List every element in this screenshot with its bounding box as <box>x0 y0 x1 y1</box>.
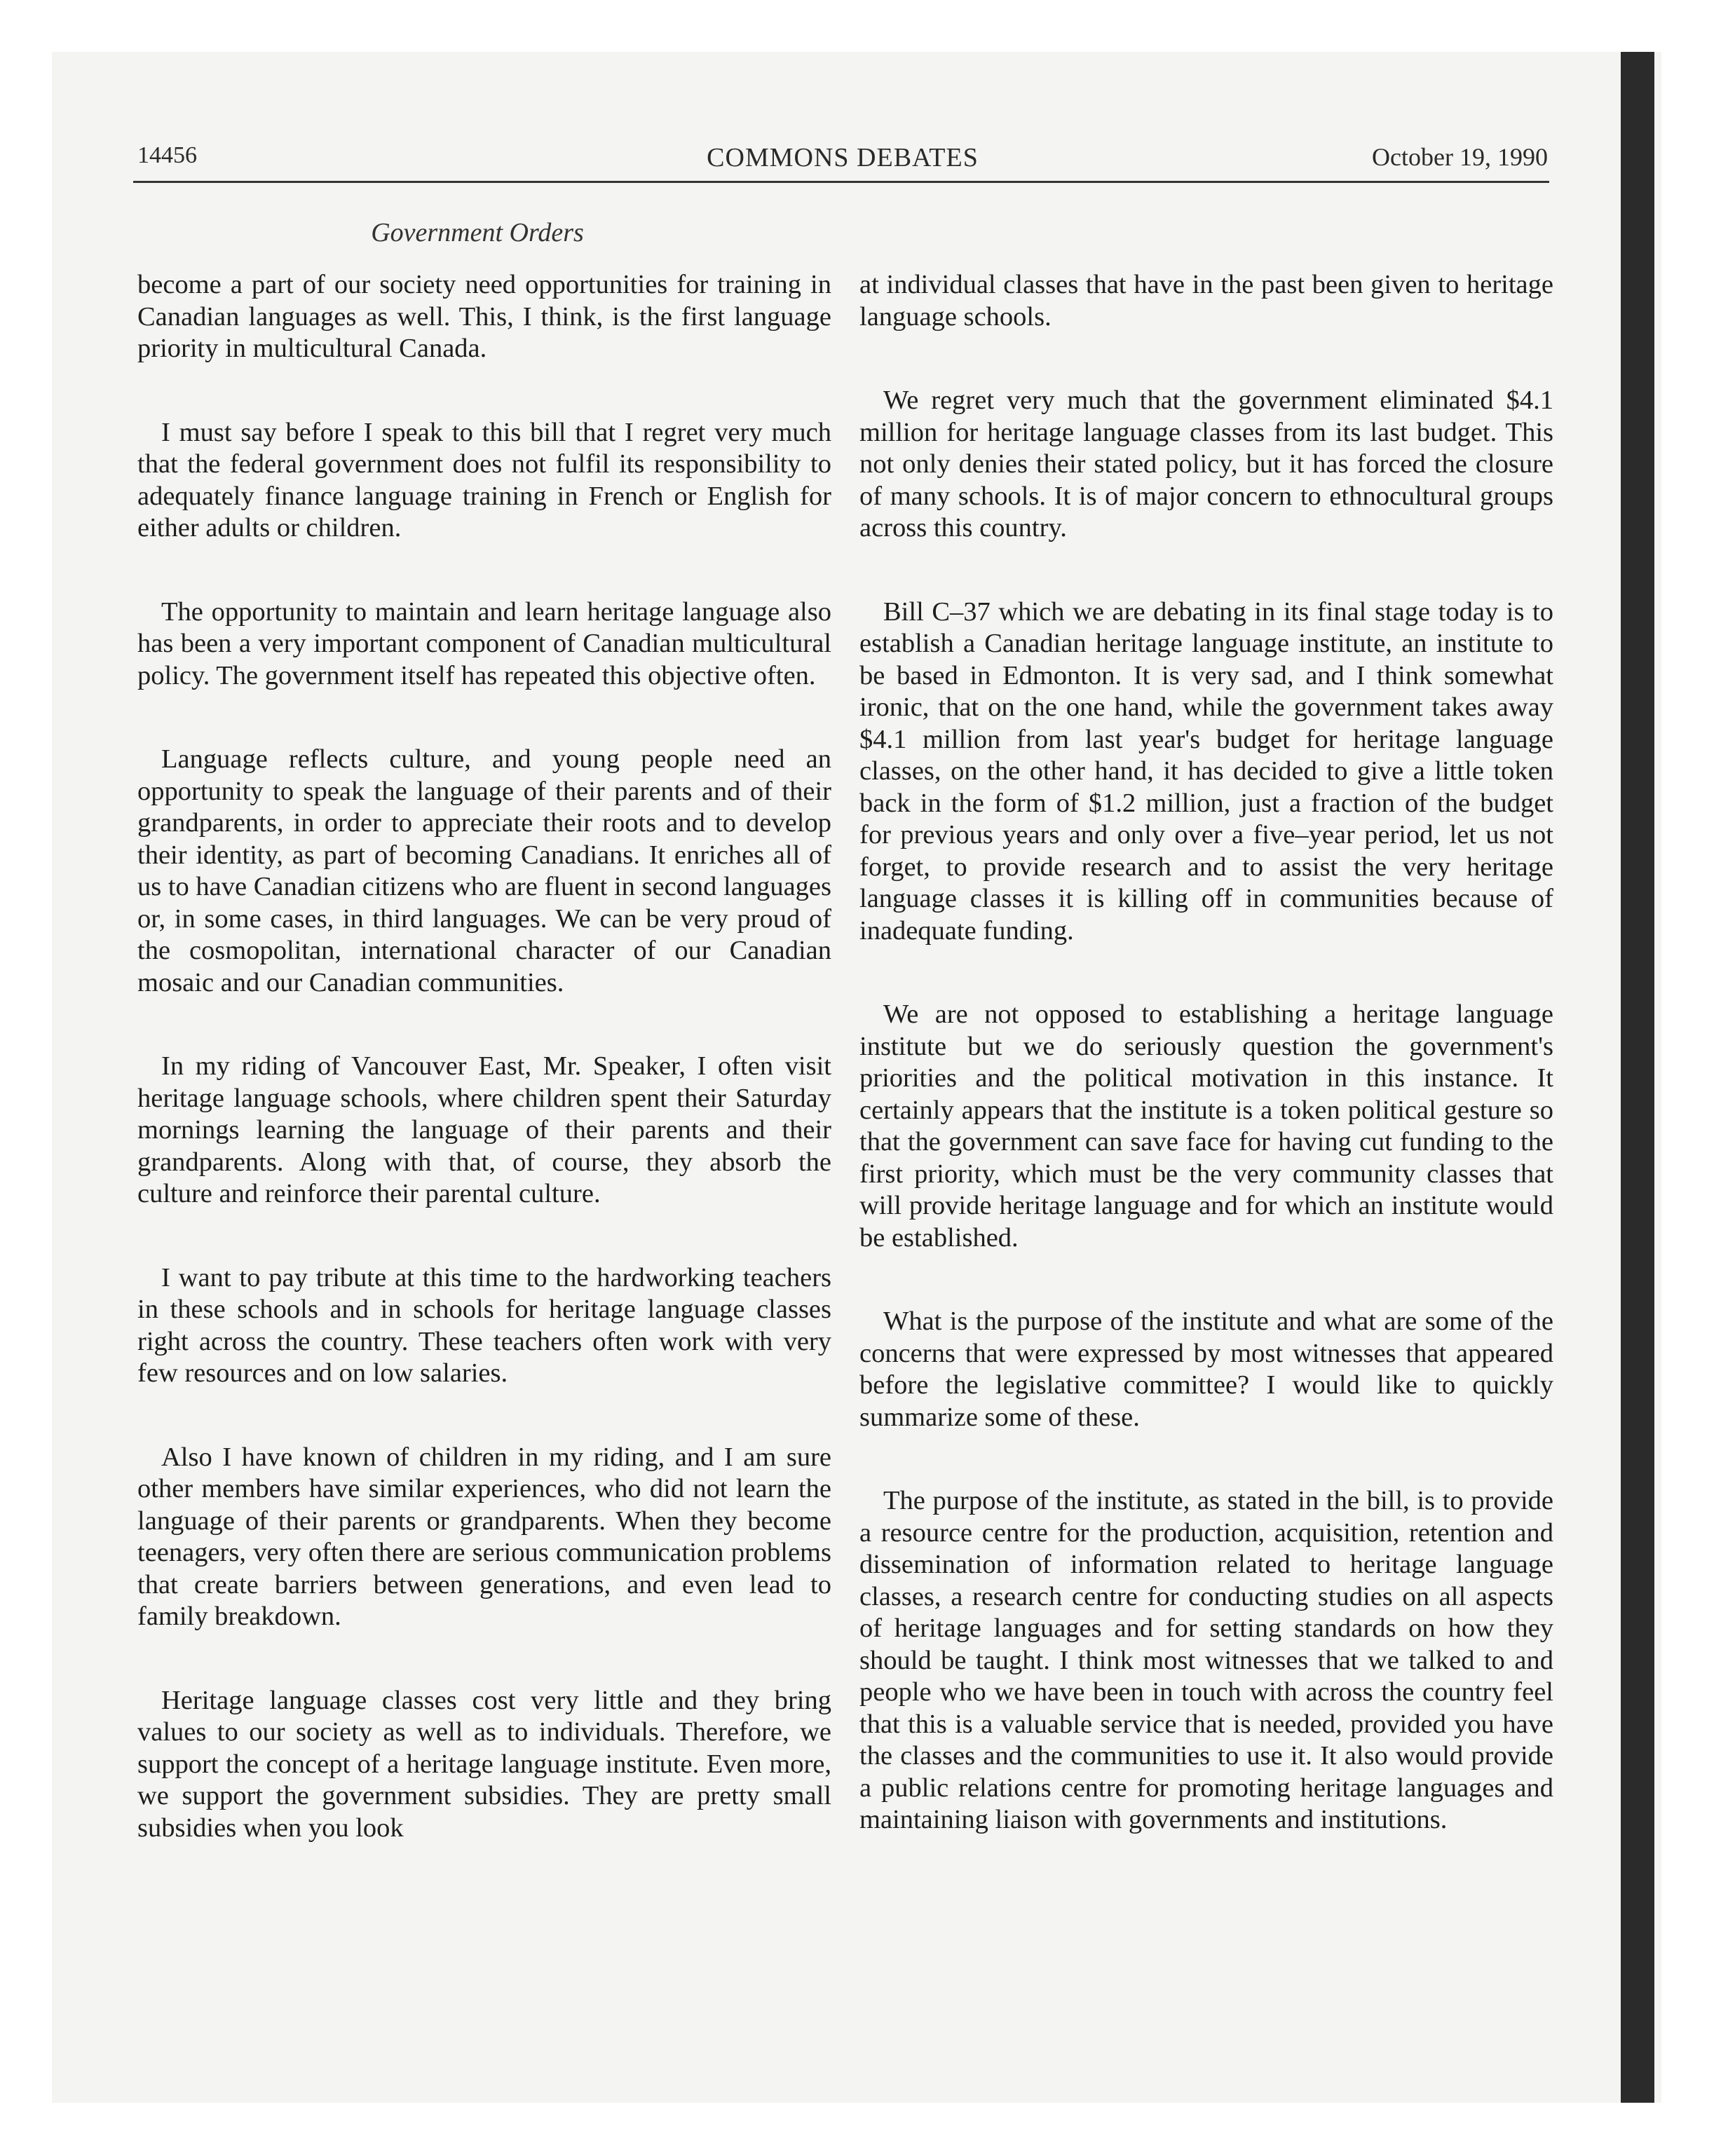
publication-title: COMMONS DEBATES <box>707 143 979 172</box>
left-paragraph-1: become a part of our society need opportunities for training in Canadian languages as well. This, I think, is the first language priority in multicultural Canada. <box>137 270 831 363</box>
right-paragraph-1: at individual classes that have in the past been given to heritage language schools. <box>859 270 1553 332</box>
right-paragraph-6: The purpose of the institute, as stated in the bill, is to provide a resource centre for the production, acquisition, retention and dissemination of information related to heritage language classes, a research centre for conducting studies on all aspects of heritage languages and for setting standards on how they should be taught. I think most witnesses that we talked to and people who we have been in touch with across the country feel that this is a valuable service that is needed, provided you have the classes and the communities to use it. It also would provide a public relations centre for promoting heritage languages and maintaining liaison with governments and institutions. <box>859 1486 1553 1834</box>
left-paragraph-2: I must say before I speak to this bill that I regret very much that the federal government does not fulfil its responsibility to adequately finance language training in French or English for either adults or children. <box>137 417 831 543</box>
scan-edge-shadow <box>1621 52 1654 2103</box>
publication-date: October 19, 1990 <box>1372 143 1548 171</box>
left-column <box>137 269 831 1844</box>
left-paragraph-7: Also I have known of children in my riding, and I am sure other members have similar experiences, who did not learn the language of their parents or grandparents. When they become teenagers, very often there are serious communication problems that create barriers between generations, and even lead to family breakdown. <box>137 1442 831 1631</box>
page-header <box>137 142 1548 184</box>
right-paragraph-3: Bill C–37 which we are debating in its final stage today is to establish a Canadian heritage language institute, an institute to be based in Edmonton. It is very sad, and I think somewhat ironic, that on the one hand, while the government takes away $4.1 million from last year's budget for heritage language classes, on the other hand, it has decided to give a little token back in the form of $1.2 million, just a fraction of the budget for previous years and only over a five–year period, let us not forget, to provide research and to assist the very heritage language classes it is killing off in communities because of inadequate funding. <box>859 596 1553 946</box>
right-column <box>859 269 1553 1836</box>
right-paragraph-5: What is the purpose of the institute and what are some of the concerns that were expressed by most witnesses that appeared before the legislative committee? I would like to quickly summarize some of these. <box>859 1306 1553 1432</box>
section-title: Government Orders <box>371 218 584 247</box>
left-paragraph-4: Language reflects culture, and young people need an opportunity to speak the language of their parents and of their grandparents, in order to appreciate their roots and to develop their identity, as part of becoming Canadians. It enriches all of us to have Canadian citizens who are fluent in second languages or, in some cases, in third languages. We can be very proud of the cosmopolitan, international character of our Canadian mosaic and our Canadian communities. <box>137 744 831 997</box>
page-number: 14456 <box>137 142 197 168</box>
left-paragraph-3: The opportunity to maintain and learn heritage language also has been a very important component of Canadian multicultural policy. The government itself has repeated this objective often. <box>137 596 831 690</box>
right-paragraph-2: We regret very much that the government eliminated $4.1 million for heritage language classes from its last budget. This not only denies their stated policy, but it has forced the closure of many schools. It is of major concern to ethnocultural groups across this country. <box>859 386 1553 543</box>
left-paragraph-8: Heritage language classes cost very little and they bring values to our society as well as to individuals. Therefore, we support the concept of a heritage language institute. Even more, we support the government subsidies. They are pretty small subsidies when you look <box>137 1685 831 1843</box>
right-paragraph-4: We are not opposed to establishing a heritage language institute but we do seriously question the government's priorities and the political motivation in this instance. It certainly appears that the institute is a token political gesture so that the government can save face for having cut funding to the first priority, which must be the very community classes that will provide heritage language and for which an institute would be established. <box>859 999 1553 1253</box>
header-rule <box>133 181 1549 183</box>
left-paragraph-6: I want to pay tribute at this time to the hardworking teachers in these schools and in schools for heritage language classes right across the country. These teachers often work with very few resources and on low salaries. <box>137 1262 831 1388</box>
left-paragraph-5: In my riding of Vancouver East, Mr. Speaker, I often visit heritage language schools, where children spent their Saturday mornings learning the language of their parents and their grandparents. Along with that, of course, they absorb the culture and reinforce their parental culture. <box>137 1051 831 1208</box>
